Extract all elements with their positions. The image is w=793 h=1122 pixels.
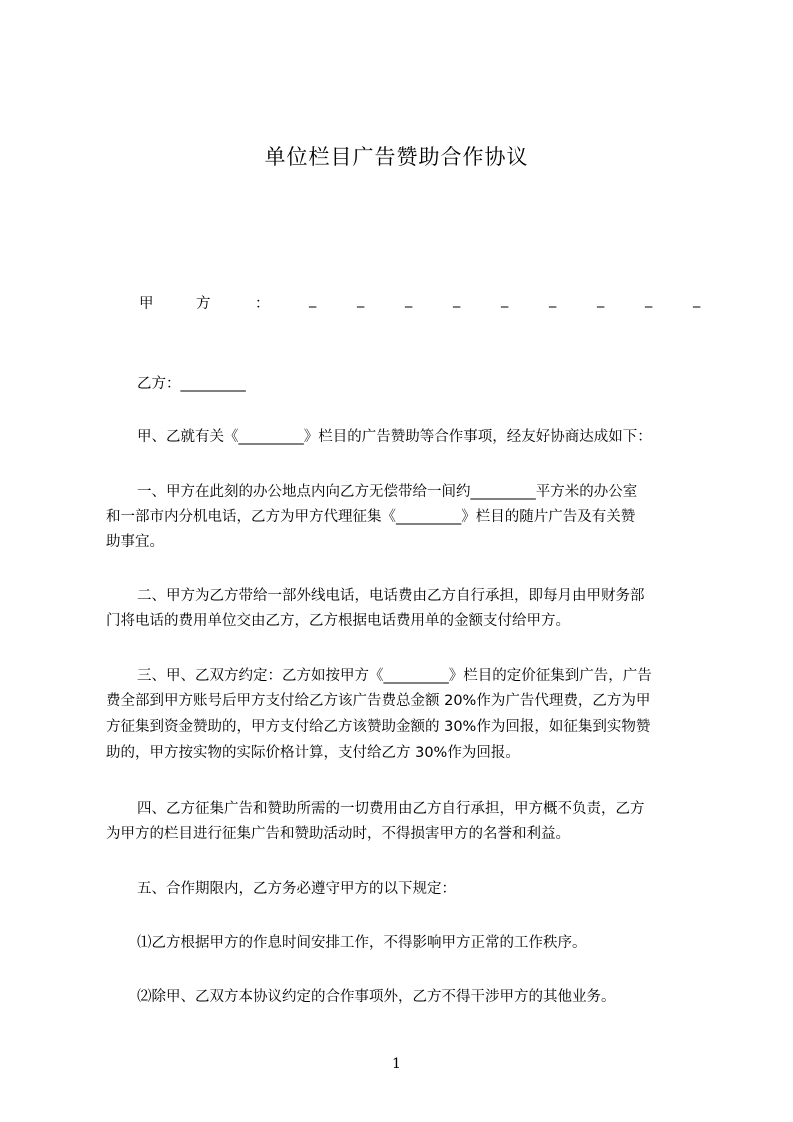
clause-3-line: 三、甲、乙双方约定：乙方如按甲方《_________》栏目的定价征集到广告，广告 bbox=[137, 668, 652, 684]
party-a-label-fang: 方 bbox=[196, 296, 211, 312]
clause-4-line: 为甲方的栏目进行征集广告和赞助活动时，不得损害甲方的名誉和利益。 bbox=[106, 826, 570, 842]
clause-3-line: 费全部到甲方账号后甲方支付给乙方该广告费总金额 20%作为广告代理费，乙方为甲 bbox=[106, 693, 651, 709]
clause-2-line: 门将电话的费用单位交由乙方，乙方根据电话费用单的金额支付给甲方。 bbox=[106, 613, 570, 629]
intro-paragraph: 甲、乙就有关《_________》栏目的广告赞助等合作事项，经友好协商达成如下： bbox=[137, 429, 652, 445]
party-a-blank: _ bbox=[597, 292, 605, 308]
clause-1-line: 助事宜。 bbox=[106, 534, 164, 550]
party-a-blank: _ bbox=[501, 292, 509, 308]
clause-1-line: 一、甲方在此刻的办公地点内向乙方无偿带给一间约_________平方米的办公室 bbox=[137, 484, 638, 500]
party-a-blank: _ bbox=[309, 292, 317, 308]
party-a-blank: _ bbox=[405, 292, 413, 308]
party-a-blank: _ bbox=[357, 292, 365, 308]
rule-1: ⑴乙方根据甲方的作息时间安排工作，不得影响甲方正常的工作秩序。 bbox=[137, 935, 587, 951]
clause-5: 五、合作期限内，乙方务必遵守甲方的以下规定： bbox=[137, 881, 456, 897]
party-a-blank: _ bbox=[453, 292, 461, 308]
party-b-line: 乙方：_________ bbox=[137, 376, 246, 392]
party-a-line bbox=[139, 292, 701, 314]
party-a-blank: _ bbox=[645, 292, 653, 308]
clause-1-line: 和一部市内分机电话，乙方为甲方代理征集《_________》栏目的随片广告及有关赞 bbox=[106, 509, 636, 525]
page-number: 1 bbox=[392, 1056, 401, 1072]
clause-3-line: 助的，甲方按实物的实际价格计算，支付给乙方 30%作为回报。 bbox=[106, 745, 520, 761]
party-a-blank: _ bbox=[549, 292, 557, 308]
clause-2-line: 二、甲方为乙方带给一部外线电话，电话费由乙方自行承担，即每月由甲财务部 bbox=[137, 588, 645, 604]
party-a-colon: ： bbox=[255, 296, 270, 312]
clause-4-line: 四、乙方征集广告和赞助所需的一切费用由乙方自行承担，甲方概不负责，乙方 bbox=[137, 801, 645, 817]
party-a-blank: _ bbox=[693, 292, 701, 308]
party-a-label-jia: 甲 bbox=[139, 296, 154, 312]
rule-2: ⑵除甲、乙双方本协议约定的合作事项外，乙方不得干涉甲方的其他业务。 bbox=[137, 989, 616, 1005]
document-title: 单位栏目广告赞助合作协议 bbox=[264, 145, 529, 169]
clause-3-line: 方征集到资金赞助的，甲方支付给乙方该赞助金额的 30%作为回报，如征集到实物赞 bbox=[106, 719, 651, 735]
